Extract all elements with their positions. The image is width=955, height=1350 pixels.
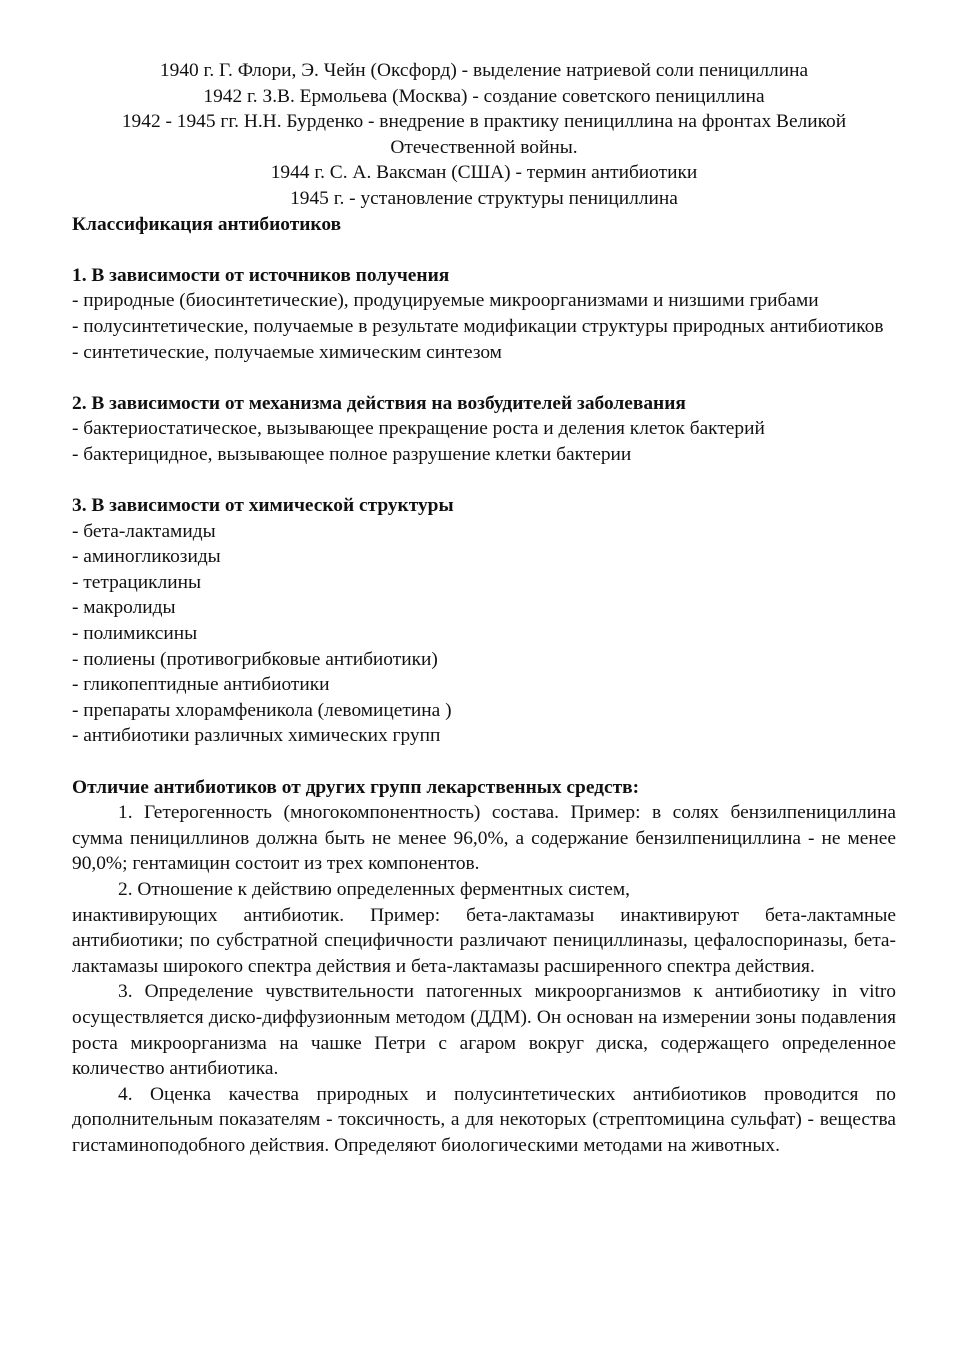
list-item: - макролиды	[72, 597, 176, 619]
list-item: - природные (биосинтетические), продуцируемые микроорганизмами и низшими грибами	[72, 290, 819, 312]
spacer	[72, 237, 896, 263]
history-line-1942-ermolieva: 1942 г. З.В. Ермольева (Москва) - создание советского пенициллина	[203, 85, 765, 107]
list-item: - антибиотики различных химических групп	[72, 725, 441, 747]
spacer	[72, 365, 896, 391]
list-item: - бактериостатическое, вызывающее прекращение роста и деления клеток бактерий	[72, 418, 765, 440]
list-item: - синтетические, получаемые химическим синтезом	[72, 341, 502, 363]
spacer	[72, 468, 896, 494]
history-line-1942-1945-burdenko: 1942 - 1945 гг. Н.Н. Бурденко - внедрение в практику пенициллина на фронтах Великой Отечественной войны.	[121, 111, 847, 158]
difference-paragraph-4: 4. Оценка качества природных и полусинтетических антибиотиков проводится по дополнительным показателям - токсичность, а для некоторых (стрептомицина сульфат) - вещества гистаминоподобного действия. Определяют биологическими методами на животных.	[72, 1083, 896, 1156]
section-mechanism	[72, 391, 896, 468]
difference-paragraph-3: 3. Определение чувствительности патогенных микроорганизмов к антибиотику in vitro осуществляется диско-диффузионным методом (ДДМ). Он основан на измерении зоны подавления роста микроорганизма на чашке Петри с агаром вокруг диска, содержащего определенное количество антибиотика.	[72, 981, 896, 1080]
classification-title: Классификация антибиотиков	[72, 213, 342, 235]
list-item: - бета-лактамиды	[72, 520, 216, 542]
difference-paragraph-2-start: 2. Отношение к действию определенных ферментных систем,	[118, 879, 630, 900]
list-item: - бактерицидное, вызывающее полное разрушение клетки бактерии	[72, 443, 632, 465]
difference-paragraph-1: 1. Гетерогенность (многокомпонентность) состава. Пример: в солях бензилпенициллина сумма пенициллинов должна быть не менее 96,0%, а содержание бензилпенициллина - не менее 90,0%; гентамицин состоит из трех компонентов.	[72, 802, 896, 875]
list-item: - полимиксины	[72, 623, 198, 645]
section-heading: 1. В зависимости от источников получения	[72, 264, 450, 286]
section-source	[72, 263, 896, 365]
list-item: - гликопептидные антибиотики	[72, 674, 330, 696]
document-page	[72, 58, 896, 1159]
history-line-1940: 1940 г. Г. Флори, Э. Чейн (Оксфорд) - выделение натриевой соли пенициллина	[159, 60, 809, 81]
list-item: - полусинтетические, получаемые в результате модификации структуры природных антибиотиков	[72, 315, 884, 337]
section-heading: 3. В зависимости от химической структуры	[72, 495, 454, 517]
history-line-1945: 1945 г. - установление структуры пенициллина	[290, 187, 678, 209]
differences-heading: Отличие антибиотиков от других групп лекарственных средств:	[72, 776, 640, 798]
section-structure	[72, 493, 896, 749]
list-item: - препараты хлорамфеникола (левомицетина )	[72, 699, 452, 721]
section-differences	[72, 775, 896, 1159]
spacer	[72, 749, 896, 775]
section-heading: 2. В зависимости от механизма действия на возбудителей заболевания	[72, 392, 686, 414]
list-item: - полиены (противогрибковые антибиотики)	[72, 648, 438, 670]
history-line-1944: 1944 г. С. А. Ваксман (США) - термин антибиотики	[270, 162, 698, 184]
list-item: - тетрациклины	[72, 571, 202, 593]
list-item: - аминогликозиды	[72, 546, 221, 568]
difference-paragraph-2-cont: инактивирующих антибиотик. Пример: бета-лактамазы инактивируют бета-лактамные антибиотики; по субстратной специфичности различают пенициллиназы, цефалоспориназы, бета-лактамазы широкого спектра действия и бета-лактамазы расширенного спектра действия.	[72, 904, 896, 977]
